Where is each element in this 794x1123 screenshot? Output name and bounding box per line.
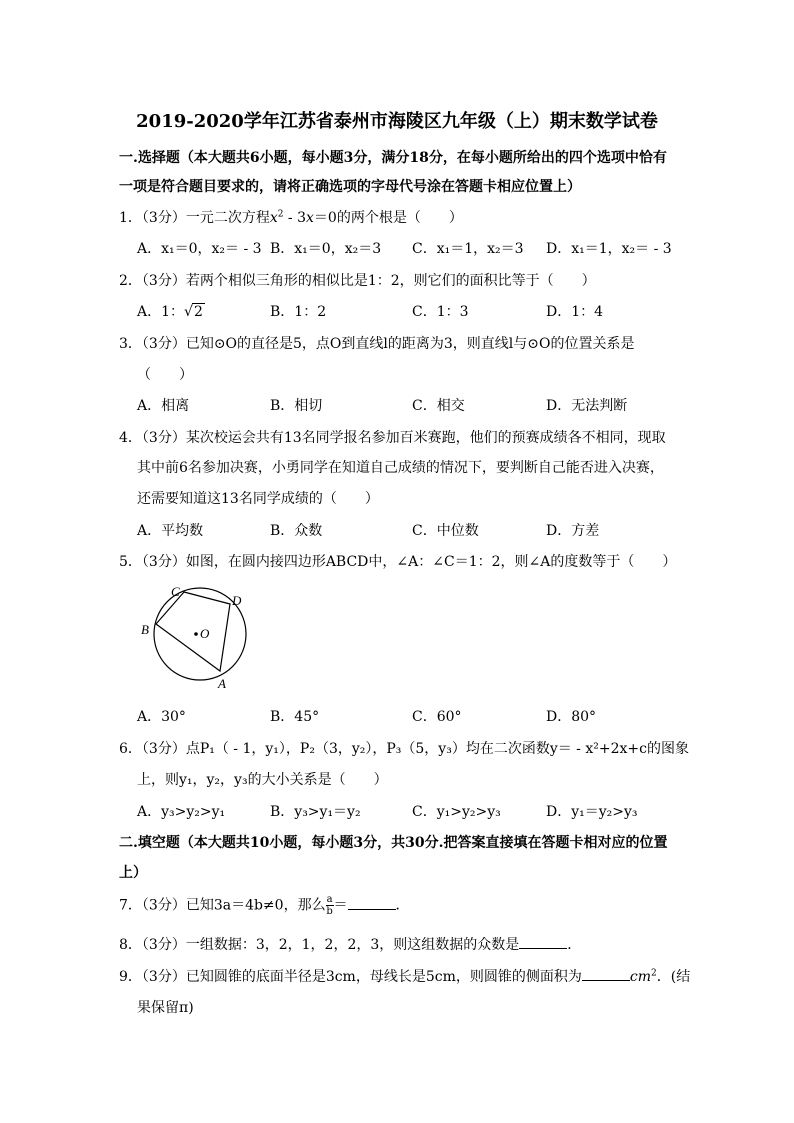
q3-option-a: A．相离 [137, 398, 190, 414]
q4-option-b: B．众数 [270, 523, 323, 539]
section1-heading-line1: 一.选择题（本大题共6小题，每小题3分，满分18分，在每小题所给出的四个选项中恰有 [119, 150, 667, 166]
section2-heading-line1: 二.填空题（本大题共10小题，每小题3分，共30分.把答案直接填在答题卡相对应的位置 [119, 835, 668, 851]
q8-answer-blank [519, 936, 567, 949]
q7-tail: ＝ [333, 897, 348, 914]
question-9-line1 [119, 966, 690, 986]
question-5: 5．（3分）如图，在圆内接四边形ABCD中，∠A：∠C＝1：2，则∠A的度数等于（ ） [119, 554, 677, 570]
section1-heading-line2: 一项是符合题目要求的，请将正确选项的字母代号涂在答题卡相应位置上） [119, 179, 581, 195]
q4-option-a: A．平均数 [137, 523, 204, 539]
question-4-line1: 4．（3分）某次校运会共有13名同学报名参加百米赛跑，他们的预赛成绩各不相同，现取 [119, 430, 666, 446]
q7-frac-den: b [326, 906, 333, 917]
label-b: B [141, 622, 149, 637]
q6-option-b: B．y₃>y₁＝y₂ [270, 804, 361, 820]
label-a: A [218, 676, 226, 691]
q4-option-c: C．中位数 [412, 523, 479, 539]
q7-answer-blank [348, 897, 396, 910]
q5-option-b: B．45° [270, 709, 320, 725]
q1-tail: ＝0的两个根是（ ） [313, 210, 463, 226]
label-d: D [232, 593, 242, 608]
q9-line1: 9．（3分）已知圆锥的底面半径是3cm，母线长是5cm，则圆锥的侧面积为 [119, 969, 582, 985]
question-4-line2: 其中前6名参加决赛，小勇同学在知道自己成绩的情况下，要判断自己能否进入决赛， [137, 460, 664, 476]
question-8 [119, 934, 581, 954]
label-c: C [171, 584, 180, 599]
question-3-line1: 3．（3分）已知⊙O的直径是5，点O到直线l的距离为3，则直线l与⊙O的位置关系是 [119, 336, 635, 352]
center-point [194, 632, 198, 636]
q1-option-d: D．x₁＝1，x₂＝ - 3 [546, 241, 672, 257]
q1-option-b: B．x₁＝0，x₂＝3 [270, 241, 382, 257]
question-1 [119, 207, 463, 227]
question-7 [119, 894, 410, 917]
section2-heading-line2: 上） [119, 865, 147, 881]
q5-option-c: C．60° [412, 709, 462, 725]
q2-option-a-prefix: A．1： [137, 304, 185, 320]
inscribed-quadrilateral-figure [138, 582, 258, 694]
question-6-line2: 上，则y₁，y₂，y₃的大小关系是（ ） [137, 772, 388, 788]
q2-option-c: C．1：3 [412, 304, 469, 320]
q6-option-d: D．y₁＝y₂>y₃ [546, 804, 638, 820]
q2-option-a: A．1：√2 [137, 304, 203, 320]
question-2: 2．（3分）若两个相似三角形的相似比是1：2，则它们的面积比等于（ ） [119, 273, 596, 289]
q5-option-d: D．80° [546, 709, 597, 725]
q1-var: x [269, 210, 278, 226]
question-4-line3: 还需要知道这13名同学成绩的（ ） [137, 491, 379, 507]
question-6-line1: 6．（3分）点P₁（ - 1，y₁），P₂（3，y₂），P₃（5，y₃）均在二次函数y＝ - x²+2x+c的图象 [119, 741, 689, 757]
q2-option-b: B．1：2 [270, 304, 327, 320]
page-title: 2019-2020学年江苏省泰州市海陵区九年级（上）期末数学试卷 [136, 111, 658, 132]
q8-text: 8．（3分）一组数据：3，2，1，2，2，3，则这组数据的众数是 [119, 937, 520, 953]
q9-unit: cm [629, 969, 651, 985]
q2-option-a-radicand: 2 [193, 304, 203, 320]
q9-end: ．(结 [656, 969, 691, 985]
q6-option-c: C．y₁>y₂>y₃ [412, 804, 501, 820]
q9-answer-blank [582, 968, 630, 981]
q3-option-d: D．无法判断 [546, 398, 628, 414]
q1-mid: - 3 [283, 210, 307, 226]
q3-option-b: B．相切 [270, 398, 323, 414]
q1-var2: x [306, 210, 314, 226]
q1-option-c: C．x₁＝1，x₂＝3 [412, 241, 524, 257]
q2-option-d: D．1：4 [546, 304, 604, 320]
q7-end: ． [395, 897, 410, 914]
q7-prefix: 7．（3分）已知3a＝4b≠0，那么 [119, 897, 326, 914]
q9-unit-sup: 2 [651, 968, 657, 979]
q1-sup: 2 [277, 209, 284, 220]
q3-option-c: C．相交 [412, 398, 465, 414]
question-3-line2: （ ） [137, 367, 193, 383]
label-o: O [200, 626, 210, 641]
q7-frac-num: a [326, 894, 333, 905]
q6-option-a: A．y₃>y₂>y₁ [137, 804, 226, 820]
q1-prefix: 1．（3分）一元二次方程 [119, 210, 270, 226]
q7-fraction [326, 894, 334, 917]
q4-option-d: D．方差 [546, 523, 600, 539]
quadrilateral-abcd [156, 592, 230, 671]
q8-end: ． [567, 937, 582, 953]
q1-option-a: A．x₁＝0，x₂＝ - 3 [137, 241, 262, 257]
question-9-line2: 果保留π) [137, 1000, 194, 1016]
q5-option-a: A．30° [137, 709, 186, 725]
